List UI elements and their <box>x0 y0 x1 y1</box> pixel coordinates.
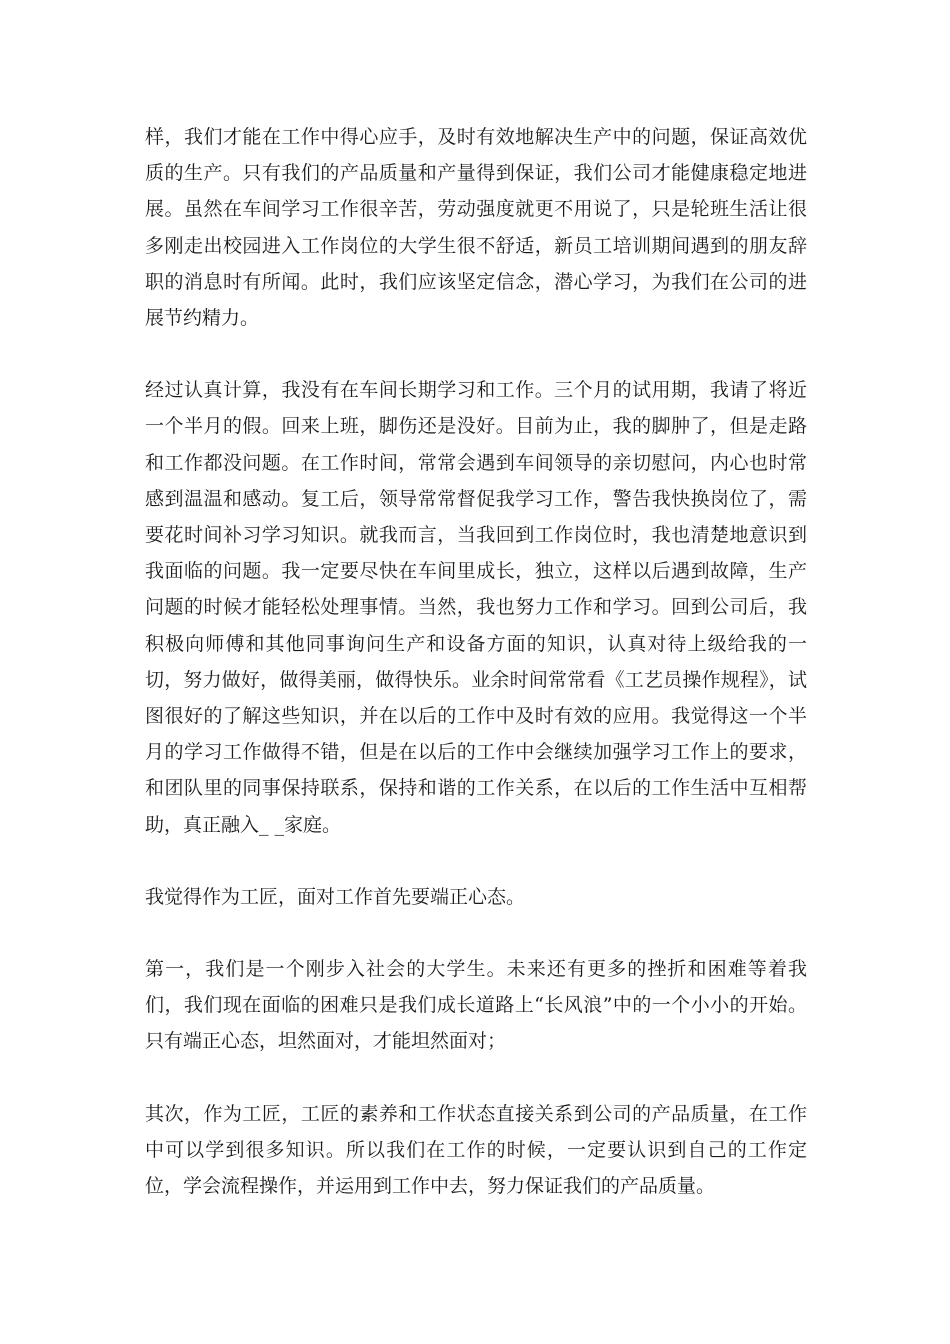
paragraph-3: 我觉得作为工匠，面对工作首先要端正心态。 <box>145 885 526 908</box>
paragraph-5: 其次，作为工匠，工匠的素养和工作状态直接关系到公司的产品质量，在工作中可以学到很多知识。所以我们在工作的时候，一定要认识到自己的工作定位，学会流程操作，并运用到工作中去，努力保证我们的产品质量。 <box>145 1102 807 1198</box>
paragraph-1: 样，我们才能在工作中得心应手，及时有效地解决生产中的问题，保证高效优质的生产。只有我们的产品质量和产量得到保证，我们公司才能健康稳定地进展。虽然在车间学习工作很辛苦，劳动强度就更不用说了，只是轮班生活让很多刚走出校园进入工作岗位的大学生很不舒适，新员工培训期间遇到的朋友辞职的消息时有所闻。此时，我们应该坚定信念，潜心学习，为我们在公司的进展节约精力。 <box>145 126 807 330</box>
paragraph-4: 第一，我们是一个刚步入社会的大学生。未来还有更多的挫折和困难等着我们，我们现在面临的困难只是我们成长道路上“长风浪”中的一个小小的开始。只有端正心态，坦然面对，才能坦然面对； <box>145 958 807 1053</box>
document-body <box>145 119 807 1204</box>
paragraph-2: 经过认真计算，我没有在车间长期学习和工作。三个月的试用期，我请了将近一个半月的假。回来上班，脚伤还是没好。目前为止，我的脚肿了，但是走路和工作都没问题。在工作时间，常常会遇到车间领导的亲切慰问，内心也时常感到温温和感动。复工后，领导常常督促我学习工作，警告我快换岗位了，需要花时间补习学习知识。就我而言，当我回到工作岗位时，我也清楚地意识到我面临的问题。我一定要尽快在车间里成长，独立，这样以后遇到故障，生产问题的时候才能轻松处理事情。当然，我也努力工作和学习。回到公司后，我积极向师傅和其他同事询问生产和设备方面的知识，认真对待上级给我的一切，努力做好，做得美丽，做得快乐。业余时间常常看《工艺员操作规程》，试图很好的了解这些知识，并在以后的工作中及时有效的应用。我觉得这一个半月的学习工作做得不错，但是在以后的工作中会继续加强学习工作上的要求，和团队里的同事保持联系，保持和谐的工作关系，在以后的工作生活中互相帮助，真正融入_ _家庭。 <box>145 379 807 836</box>
